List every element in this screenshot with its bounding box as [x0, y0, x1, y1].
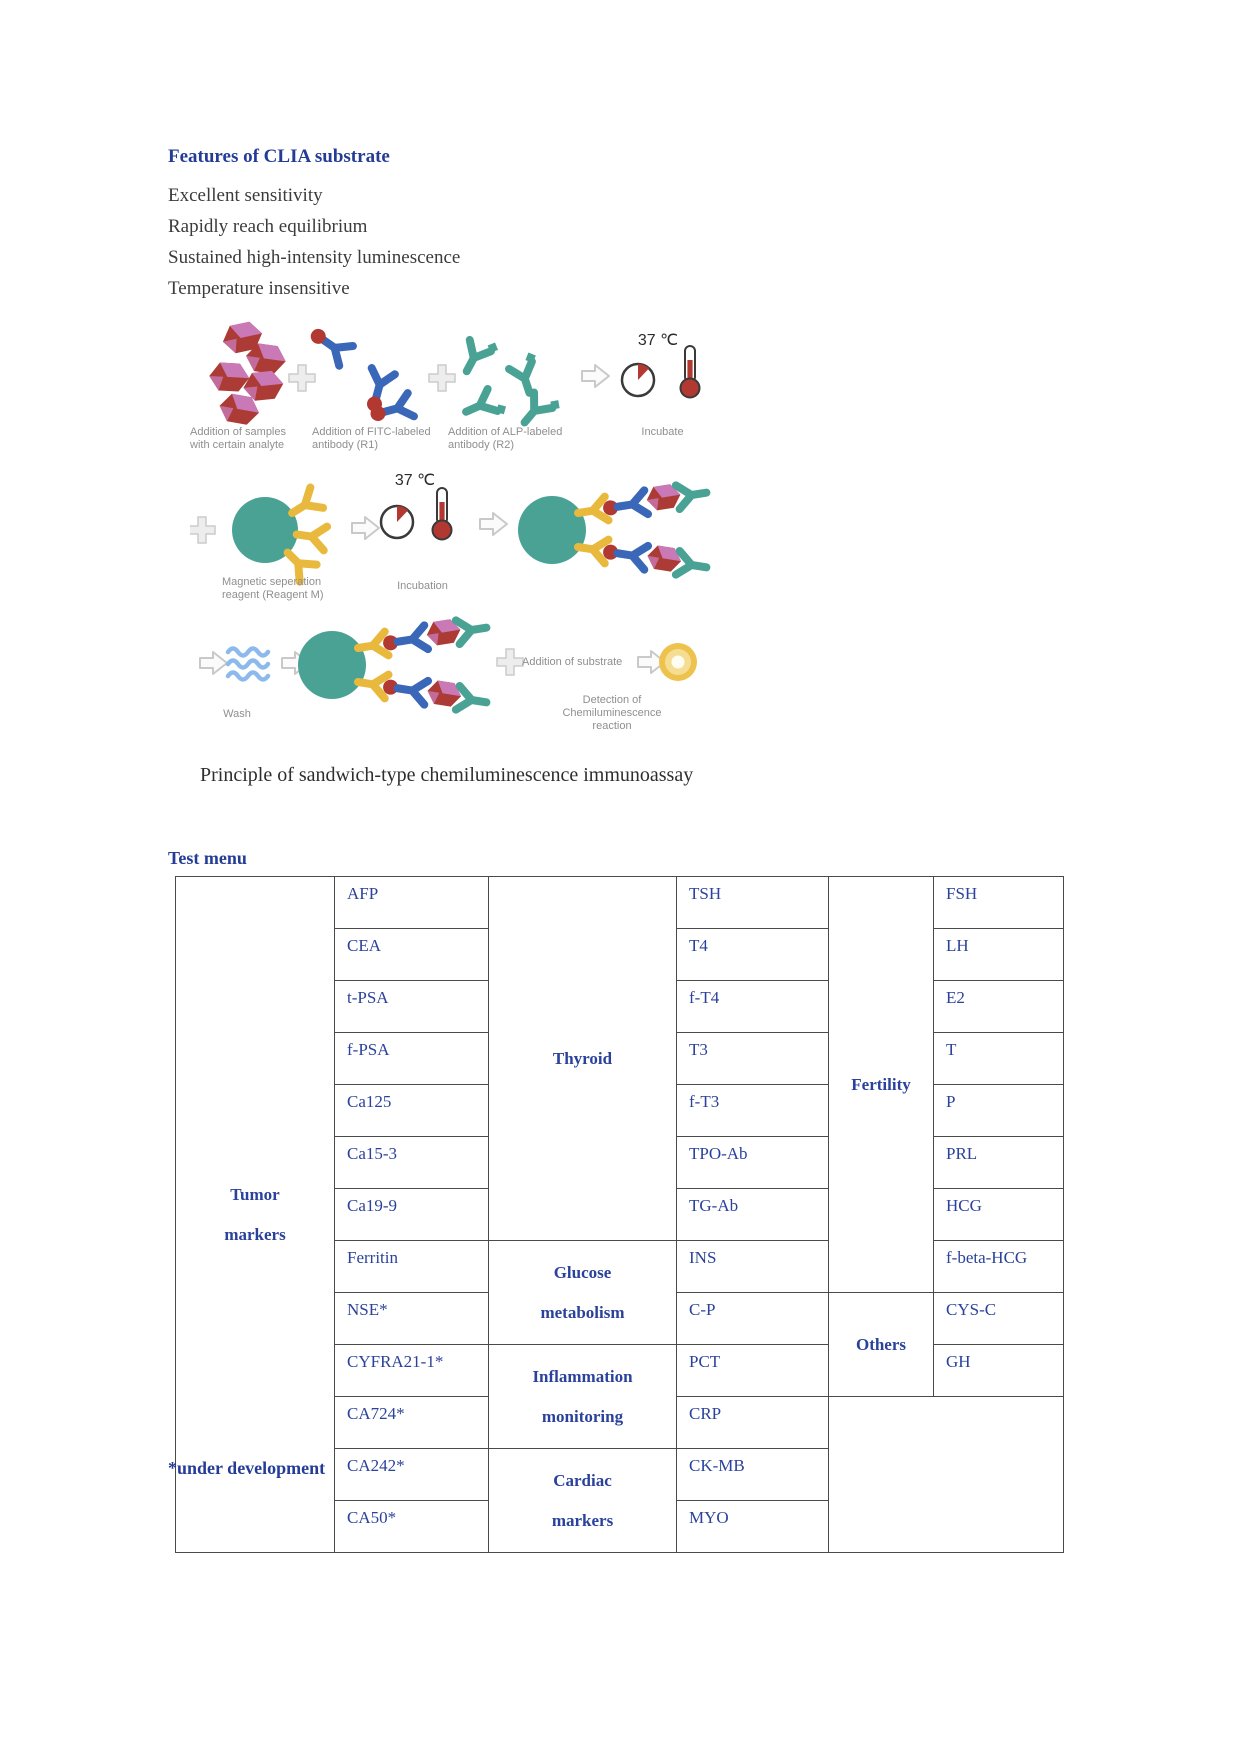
temperature-label: 37 ℃ — [637, 332, 679, 349]
table-row — [176, 877, 1064, 929]
category-cell-inflammation-monitoring: Inflammation monitoring — [489, 1345, 677, 1449]
step-label-samples: Addition of samples with certain analyte — [190, 426, 286, 451]
test-cell: MYO — [677, 1501, 829, 1553]
group-cell-tumor-markers: Tumor markers — [176, 877, 335, 1553]
alp-antibody-icons — [456, 331, 563, 433]
empty-region — [829, 1397, 1064, 1553]
test-cell: AFP — [335, 877, 489, 929]
test-cell: PCT — [677, 1345, 829, 1397]
thermometer-icon — [681, 346, 700, 398]
fitc-antibody-icons — [305, 322, 414, 427]
arrow-icon — [582, 365, 609, 387]
panel-cell-fertility: Fertility — [829, 877, 934, 1293]
test-cell: T — [934, 1033, 1064, 1085]
feature-item: Temperature insensitive — [168, 278, 350, 299]
test-cell: f-T4 — [677, 981, 829, 1033]
test-cell: CYS-C — [934, 1293, 1064, 1345]
test-cell: LH — [934, 929, 1064, 981]
bead-antibody-complex-icon — [298, 614, 489, 714]
test-cell: CYFRA21-1* — [335, 1345, 489, 1397]
panel-cell-others: Others — [829, 1293, 934, 1397]
test-cell: Ferritin — [335, 1241, 489, 1293]
temperature-label: 37 ℃ — [394, 472, 436, 489]
footnote: *under development — [168, 1458, 326, 1478]
test-cell: f-beta-HCG — [934, 1241, 1064, 1293]
test-cell: INS — [677, 1241, 829, 1293]
bead-antibody-complex-icon — [518, 479, 709, 579]
test-cell: CK-MB — [677, 1449, 829, 1501]
test-cell: TG-Ab — [677, 1189, 829, 1241]
incubate-clock-icon — [622, 364, 654, 396]
step-label-detection: Detection of Chemiluminescence reaction — [562, 694, 662, 732]
category-cell-thyroid: Thyroid — [489, 877, 677, 1241]
step-label-substrate: Addition of substrate — [522, 656, 623, 668]
test-menu-table — [175, 876, 1064, 1553]
step-label-wash: Wash — [223, 708, 251, 720]
test-cell: CRP — [677, 1397, 829, 1449]
test-cell: T4 — [677, 929, 829, 981]
category-cell-cardiac-markers: Cardiac markers — [489, 1449, 677, 1553]
test-cell: f-T3 — [677, 1085, 829, 1137]
test-cell: CEA — [335, 929, 489, 981]
test-cell: CA50* — [335, 1501, 489, 1553]
test-cell: P — [934, 1085, 1064, 1137]
feature-item: Excellent sensitivity — [168, 185, 323, 206]
plus-icon — [497, 649, 523, 675]
plus-icon — [429, 365, 455, 391]
test-cell: Ca125 — [335, 1085, 489, 1137]
category-cell-glucose-metabolism: Glucose metabolism — [489, 1241, 677, 1345]
assay-diagram-graphics — [190, 318, 760, 738]
magnetic-bead-reagent-icon — [232, 487, 327, 581]
test-cell: Ca15-3 — [335, 1137, 489, 1189]
test-cell: FSH — [934, 877, 1064, 929]
luminescence-glow-icon — [659, 643, 697, 681]
feature-item: Rapidly reach equilibrium — [168, 216, 368, 237]
assay-principle-diagram — [190, 318, 760, 738]
test-cell: CA724* — [335, 1397, 489, 1449]
test-cell: f-PSA — [335, 1033, 489, 1085]
plus-icon — [190, 517, 215, 543]
test-cell: C-P — [677, 1293, 829, 1345]
step-label-incubation: Incubation — [397, 580, 448, 592]
test-menu-heading: Test menu — [168, 848, 247, 868]
thermometer-icon — [433, 488, 452, 540]
test-cell: GH — [934, 1345, 1064, 1397]
incubation-clock-icon — [381, 506, 413, 538]
step-label-incubate: Incubate — [641, 426, 684, 438]
step-label-alp: Addition of ALP-labeled antibody (R2) — [448, 426, 563, 451]
arrow-icon — [200, 652, 227, 674]
feature-list — [168, 180, 460, 304]
test-cell: T3 — [677, 1033, 829, 1085]
test-cell: TPO-Ab — [677, 1137, 829, 1189]
step-label-reagent-m: Magnetic seperation reagent (Reagent M) — [222, 576, 324, 601]
test-cell: NSE* — [335, 1293, 489, 1345]
test-cell: E2 — [934, 981, 1064, 1033]
analyte-samples-icon — [209, 320, 288, 427]
test-cell: PRL — [934, 1137, 1064, 1189]
test-cell: t-PSA — [335, 981, 489, 1033]
test-cell: HCG — [934, 1189, 1064, 1241]
test-cell: CA242* — [335, 1449, 489, 1501]
arrow-icon — [352, 517, 379, 539]
arrow-icon — [480, 513, 507, 535]
feature-item: Sustained high-intensity luminescence — [168, 247, 461, 268]
wash-waves-icon — [228, 649, 268, 680]
test-cell: TSH — [677, 877, 829, 929]
figure-caption: Principle of sandwich-type chemiluminescence immunoassay — [200, 764, 694, 786]
page-title: Features of CLIA substrate — [168, 146, 390, 167]
plus-icon — [289, 365, 315, 391]
test-cell: Ca19-9 — [335, 1189, 489, 1241]
step-label-fitc: Addition of FITC-labeled antibody (R1) — [312, 426, 431, 451]
